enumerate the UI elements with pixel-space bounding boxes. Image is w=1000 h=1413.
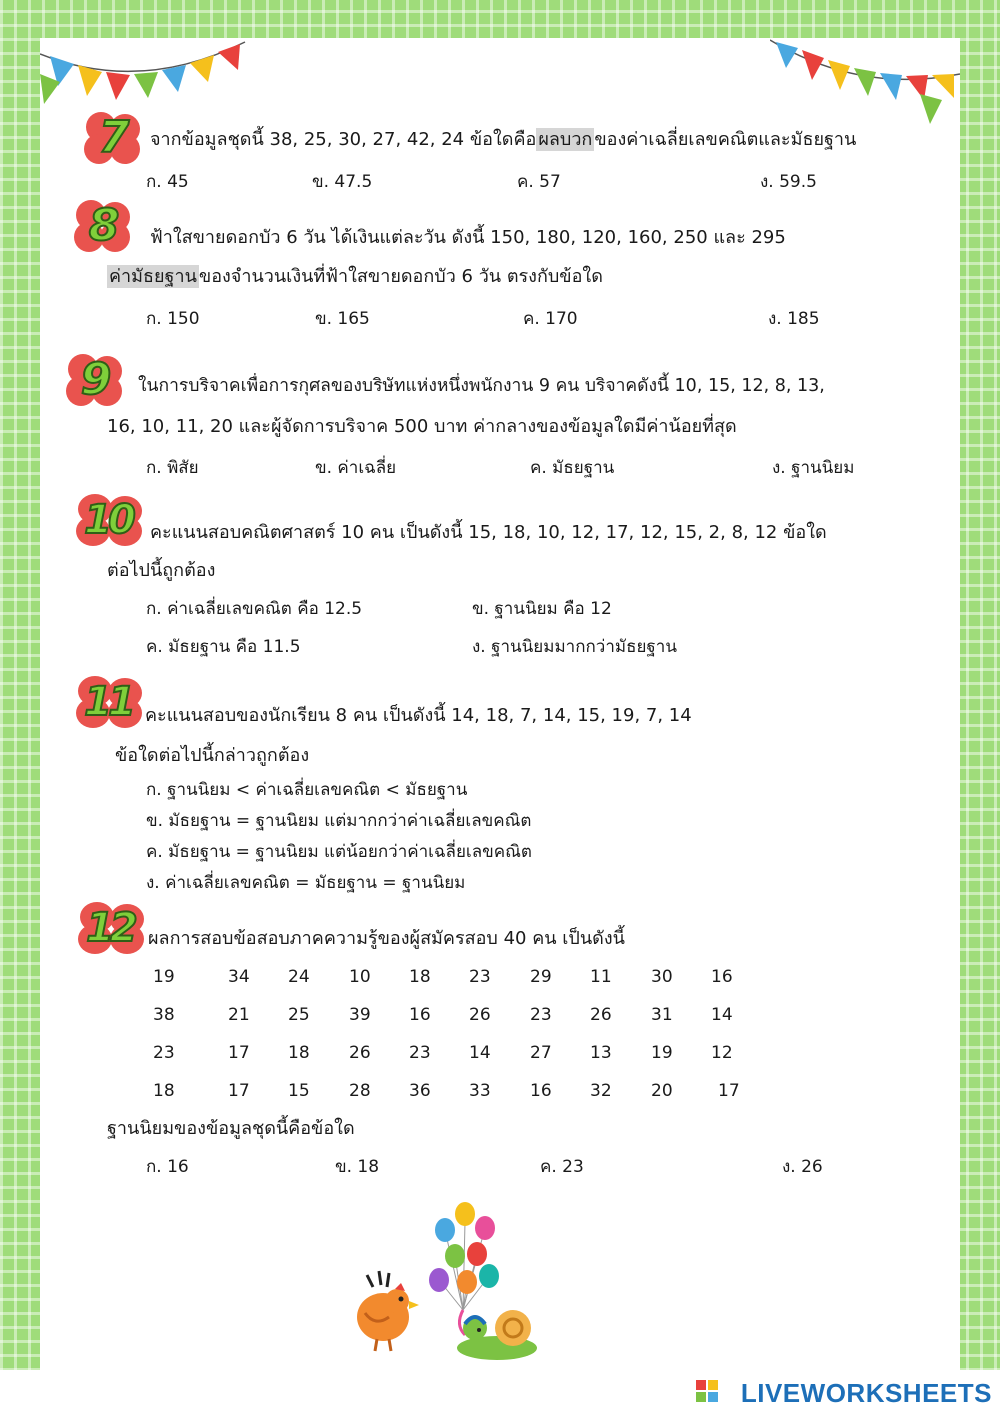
data-cell: 11 [590, 967, 612, 987]
data-cell: 38 [153, 1005, 175, 1025]
data-cell: 23 [530, 1005, 552, 1025]
data-cell: 19 [651, 1043, 673, 1063]
q9-option-a[interactable]: ก. พิสัย [146, 458, 199, 478]
question-number-badge-9 [62, 352, 126, 408]
data-cell: 26 [349, 1043, 371, 1063]
footer-bar [0, 1370, 1000, 1413]
data-cell: 16 [409, 1005, 431, 1025]
data-cell: 23 [469, 967, 491, 987]
liveworksheets-brand[interactable]: LIVEWORKSHEETS [740, 1378, 992, 1408]
q10-option-d[interactable]: ง. ฐานนิยมมากกว่ามัธยฐาน [472, 637, 677, 657]
data-cell: 25 [288, 1005, 310, 1025]
question-number: 7 [98, 112, 126, 163]
q10-option-b[interactable]: ข. ฐานนิยม คือ 12 [472, 599, 612, 619]
question-number-badge-10 [68, 492, 148, 548]
q10-option-a[interactable]: ก. ค่าเฉลี่ยเลขคณิต คือ 12.5 [146, 599, 363, 619]
question-number: 8 [88, 200, 116, 251]
q11-option-b[interactable]: ข. มัธยฐาน = ฐานนิยม แต่มากกว่าค่าเฉลี่ยเลขคณิต [146, 811, 532, 831]
highlight-median: ค่ามัธยฐาน [109, 266, 197, 287]
data-cell: 16 [711, 967, 733, 987]
q7-option-d[interactable]: ง. 59.5 [760, 172, 817, 192]
question-number-badge-11 [68, 674, 148, 730]
q9-option-b[interactable]: ข. ค่าเฉลี่ย [315, 458, 397, 478]
question-number-badge-8 [70, 198, 134, 254]
data-cell: 18 [153, 1081, 175, 1101]
data-cell: 10 [349, 967, 371, 987]
question-9-line1: ในการบริจาคเพื่อการกุศลของบริษัทแห่งหนึ่งพนักงาน 9 คน บริจาคดังนี้ 10, 15, 12, 8, 13, [138, 376, 825, 396]
data-cell: 32 [590, 1081, 612, 1101]
question-number: 10 [84, 497, 132, 543]
data-cell: 39 [349, 1005, 371, 1025]
balloons-snail-illustration [425, 1200, 540, 1365]
q11-option-a[interactable]: ก. ฐานนิยม < ค่าเฉลี่ยเลขคณิต < มัธยฐาน [146, 780, 468, 800]
data-cell: 15 [288, 1081, 310, 1101]
data-cell: 23 [153, 1043, 175, 1063]
question-number: 9 [80, 354, 108, 405]
q12-option-d[interactable]: ง. 26 [782, 1157, 823, 1177]
data-cell: 17 [718, 1081, 740, 1101]
q7-option-c[interactable]: ค. 57 [517, 172, 561, 192]
bunting-right-decoration [770, 34, 960, 134]
data-cell: 18 [288, 1043, 310, 1063]
question-8-line1: ฟ้าใสขายดอกบัว 6 วัน ได้เงินแต่ละวัน ดังนี้ 150, 180, 120, 160, 250 และ 295 [150, 227, 786, 248]
bird-illustration [345, 1265, 425, 1355]
data-cell: 24 [288, 967, 310, 987]
q8-option-c[interactable]: ค. 170 [523, 309, 578, 329]
q11-option-d[interactable]: ง. ค่าเฉลี่ยเลขคณิต = มัธยฐาน = ฐานนิยม [146, 873, 466, 893]
data-cell: 14 [469, 1043, 491, 1063]
q8-option-a[interactable]: ก. 150 [146, 309, 200, 329]
data-cell: 28 [349, 1081, 371, 1101]
highlight-sum: ผลบวก [538, 129, 593, 150]
data-cell: 27 [530, 1043, 552, 1063]
question-10-line2: ต่อไปนี้ถูกต้อง [107, 560, 216, 581]
question-12-line2: ฐานนิยมของข้อมูลชุดนี้คือข้อใด [107, 1118, 355, 1139]
data-cell: 13 [590, 1043, 612, 1063]
q12-option-a[interactable]: ก. 16 [146, 1157, 189, 1177]
data-cell: 17 [228, 1043, 250, 1063]
data-cell: 29 [530, 967, 552, 987]
data-cell: 26 [469, 1005, 491, 1025]
q7-option-a[interactable]: ก. 45 [146, 172, 189, 192]
question-7-text: จากข้อมูลชุดนี้ 38, 25, 30, 27, 42, 24 ข้อใดคือ ผลบวก ของค่าเฉลี่ยเลขคณิตและมัธยฐาน [150, 129, 857, 150]
data-cell: 21 [228, 1005, 250, 1025]
question-number-badge-7 [80, 110, 144, 166]
q12-option-b[interactable]: ข. 18 [335, 1157, 380, 1177]
data-cell: 23 [409, 1043, 431, 1063]
data-cell: 33 [469, 1081, 491, 1101]
data-cell: 26 [590, 1005, 612, 1025]
q8-option-d[interactable]: ง. 185 [768, 309, 820, 329]
q9-option-d[interactable]: ง. ฐานนิยม [772, 458, 855, 478]
q9-option-c[interactable]: ค. มัธยฐาน [530, 458, 615, 478]
q11-option-c[interactable]: ค. มัธยฐาน = ฐานนิยม แต่น้อยกว่าค่าเฉลี่ยเลขคณิต [146, 842, 532, 862]
data-cell: 18 [409, 967, 431, 987]
question-8-line2: ค่ามัธยฐาน ของจำนวนเงินที่ฟ้าใสขายดอกบัว 6 วัน ตรงกับข้อใด [109, 266, 603, 287]
bunting-left-decoration [40, 34, 250, 124]
q12-option-c[interactable]: ค. 23 [540, 1157, 584, 1177]
question-10-line1: คะแนนสอบคณิตศาสตร์ 10 คน เป็นดังนี้ 15, 18, 10, 12, 17, 12, 15, 2, 8, 12 ข้อใด [150, 522, 827, 543]
data-cell: 19 [153, 967, 175, 987]
data-cell: 20 [651, 1081, 673, 1101]
question-9-line2: 16, 10, 11, 20 และผู้จัดการบริจาค 500 บาท ค่ากลางของข้อมูลใดมีค่าน้อยที่สุด [107, 416, 737, 437]
liveworksheets-logo-icon [696, 1380, 718, 1404]
q8-option-b[interactable]: ข. 165 [315, 309, 370, 329]
data-cell: 17 [228, 1081, 250, 1101]
q7-option-b[interactable]: ข. 47.5 [312, 172, 373, 192]
data-cell: 34 [228, 967, 250, 987]
data-cell: 36 [409, 1081, 431, 1101]
data-cell: 16 [530, 1081, 552, 1101]
question-11-line1: คะแนนสอบของนักเรียน 8 คน เป็นดังนี้ 14, 18, 7, 14, 15, 19, 7, 14 [145, 705, 692, 726]
question-11-line2: ข้อใดต่อไปนี้กล่าวถูกต้อง [115, 745, 310, 766]
data-cell: 12 [711, 1043, 733, 1063]
data-cell: 31 [651, 1005, 673, 1025]
question-number: 11 [84, 679, 132, 725]
question-12-line1: ผลการสอบข้อสอบภาคความรู้ของผู้สมัครสอบ 40 คน เป็นดังนี้ [148, 928, 625, 949]
data-cell: 14 [711, 1005, 733, 1025]
question-number-badge-12 [70, 900, 150, 956]
question-number: 12 [86, 905, 134, 951]
data-cell: 30 [651, 967, 673, 987]
q10-option-c[interactable]: ค. มัธยฐาน คือ 11.5 [146, 637, 301, 657]
